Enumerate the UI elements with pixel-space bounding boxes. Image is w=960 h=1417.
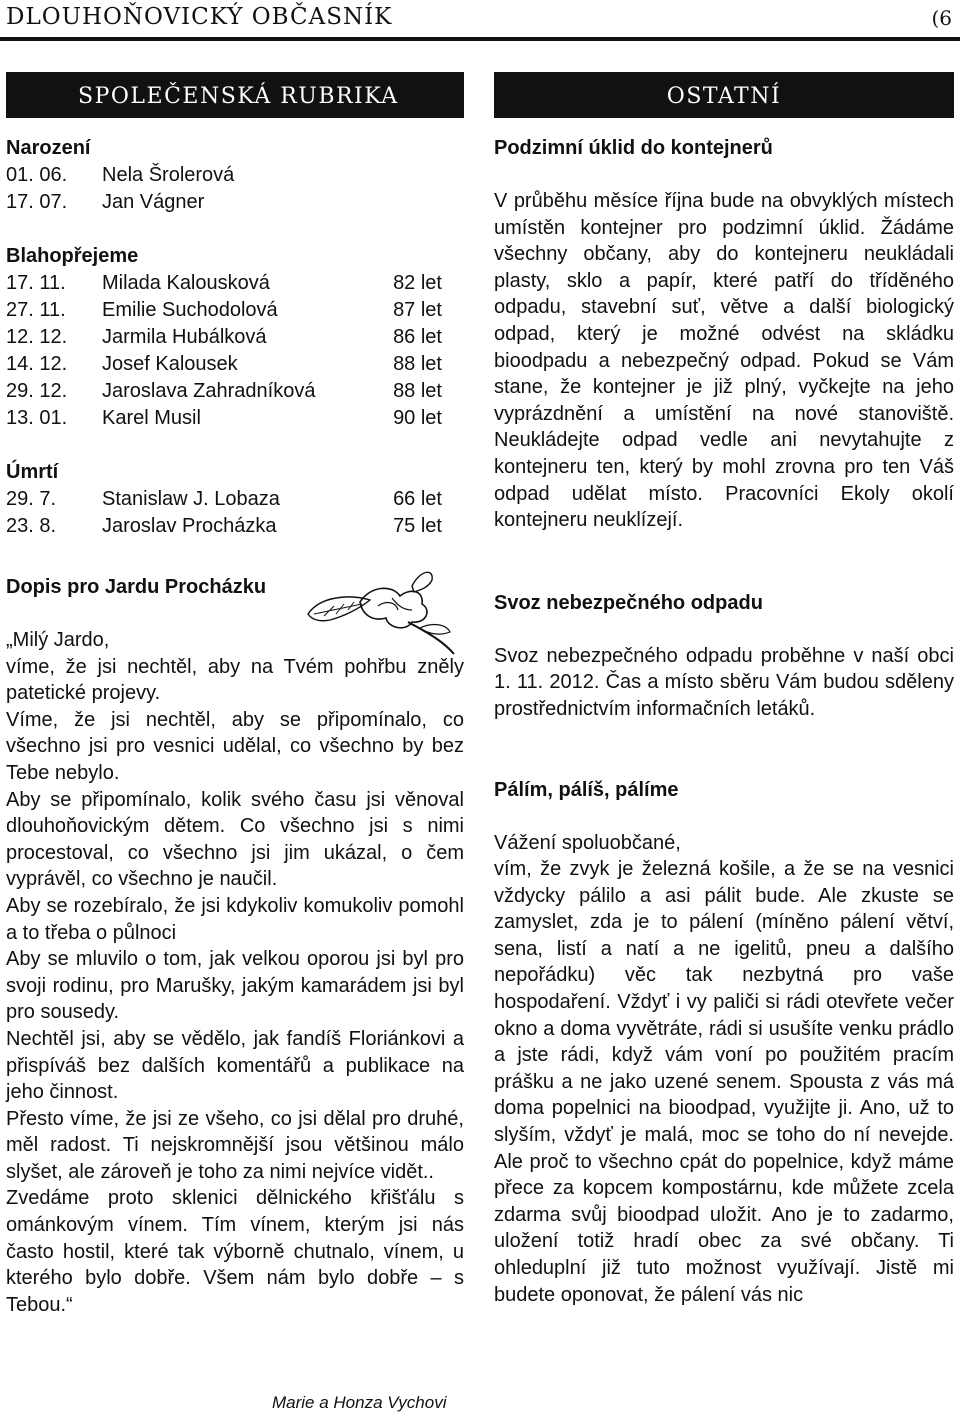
letter-paragraph: víme, že jsi nechtěl, aby na Tvém pohřbu zněly patetické projevy. (6, 655, 464, 705)
page-number: (6 (931, 6, 952, 30)
letter-paragraph: Aby se mluvilo o tom, jak velkou oporou jsi byl pro svoji rodinu, pro Marušky, jakým kamarádem jsi byl pro sousedy. (6, 948, 464, 1024)
article-heading: Svoz nebezpečného odpadu (494, 591, 763, 614)
masthead (0, 0, 960, 44)
article-text: vím, že zvyk je železná košile, a že se na vesnici vždycky pálilo a asi pálit bude. Ale zkuste se zamyslet, zda je to pálení (míněno pálení větví, sena, listí a natí a ne igelitů, pneu a dalšího nepořádku) věc tak nezbytná pro vaše hospodaření. Vždyť i vy paliči si rádi otevřete večer okno a doma vyvětráte, rádi si usušíte venku prádlo a jste rádi, když vám voní po použitém pracím prášku a ne jako uzené senem. Spousta z vás má doma popelnici na bioodpad, využijte ji. Ano, už to slyším, vždyť je malá, moc se toho do ní nevejde. Ale proč to všechno cpát do popelnice, když máme přece za kopcem kompostárnu, kde můžete zcela zdarma svůj bioodpad uložit. Ano je to zadarmo, uložení totiž hradí obec za své občany. Ti ohleduplní již tuto možnost využívají. Jistě mi budete oponovat, že pálení vás nic (494, 858, 954, 1306)
list-item: 29. 7. Stanislaw J. Lobaza 66 let (6, 488, 442, 510)
article-greeting: Vážení spoluobčané, (494, 831, 681, 854)
list-item: 29. 12. Jaroslava Zahradníková 88 let (6, 380, 442, 402)
list-item: 13. 01. Karel Musil 90 let (6, 407, 442, 429)
newsletter-title: DLOUHOŇOVICKÝ OBČASNÍK (6, 4, 393, 30)
letter-paragraph: Aby se připomínalo, kolik svého času jsi věnoval dlouhoňovickým dětem. Co všechno jsi s nimi procestoval, co všechno jsi jim ukázal, o čem vyprávěl, co všechno je naučil. (6, 788, 464, 891)
list-item: 23. 8. Jaroslav Procházka 75 let (6, 515, 442, 537)
left-column (6, 72, 464, 1318)
list-item: 17. 07. Jan Vágner (6, 191, 205, 213)
letter-paragraph: Aby se rozebíralo, že jsi kdykoliv komukoliv pomohl a to třeba o půlnoci (6, 894, 464, 944)
deaths-heading: Úmrtí (6, 461, 59, 483)
list-item: 27. 11. Emilie Suchodolová 87 let (6, 299, 442, 321)
letter-signature: Marie a Honza Vychovi (272, 1393, 447, 1412)
section-title-other: OSTATNÍ (494, 72, 954, 118)
letter-heading: Dopis pro Jardu Procházku (6, 576, 267, 598)
right-column (494, 72, 954, 1308)
congrats-heading: Blahopřejeme (6, 245, 139, 267)
article-text: V průběhu měsíce října bude na obvyklých místech umístěn kontejner pro podzimní úklid. Žádáme všechny občany, aby do kontejneru neukládali plasty, sklo a papír, které patří do tříděného odpadu, stavební suť, větve a další biologický odpad, který je možné odvést na skládku bioodpadu a nebezpečný odpad. Pokud se Vám stane, že kontejner je již plný, vyčkejte na jeho vyprázdnění a umístění na nové stanoviště. Neukládejte odpad vedle ani nevytahujte z kontejneru ten, který by mohl zrovna pro ten Váš odpad udělat místo. Pracovníci Ekoly okolí kontejneru neuklízejí. (494, 190, 954, 532)
article-text: Svoz nebezpečného odpadu proběhne v naší obci 1. 11. 2012. Čas a místo sběru Vám budou sděleny prostřednictvím informačních letáků. (494, 644, 954, 720)
list-item: 14. 12. Josef Kalousek 88 let (6, 353, 442, 375)
article-heading: Podzimní úklid do kontejnerů (494, 137, 773, 159)
letter-paragraph: Víme, že jsi nechtěl, aby se připomínalo, co všechno jsi pro vesnici udělal, co všechno by bez Tebe nebylo. (6, 708, 464, 784)
section-title-social: SPOLEČENSKÁ RUBRIKA (6, 72, 464, 118)
list-item: 17. 11. Milada Kalousková 82 let (6, 272, 442, 294)
article-heading: Pálím, pálíš, pálíme (494, 778, 679, 801)
letter-paragraph: Zvedáme proto sklenici dělnického křišťálu s ománkovým vínem. Tím vínem, kterým jsi nás často hostil, které tak výborně chutnalo, vínem, u kterého bylo dobře. Všem nám bylo dobře – s Tebou.“ (6, 1187, 464, 1316)
header-rule (0, 37, 960, 41)
flower-icon (300, 566, 460, 656)
list-item: 01. 06. Nela Šrolerová (6, 164, 235, 186)
births-heading: Narození (6, 137, 91, 159)
letter-greeting: „Milý Jardo, (6, 629, 110, 651)
letter-paragraph: Přesto víme, že jsi ze všeho, co jsi dělal pro druhé, měl radost. Ti nejskromnější jsou většinou málo slyšet, ale zároveň je toho za nimi nejvíce vidět.. (6, 1107, 464, 1183)
list-item: 12. 12. Jarmila Hubálková 86 let (6, 326, 442, 348)
letter-paragraph: Nechtěl jsi, aby se vědělo, jak fandíš Floriánkovi a přispíváš bez dalších komentářů a publikace na jeho činnost. (6, 1027, 464, 1104)
